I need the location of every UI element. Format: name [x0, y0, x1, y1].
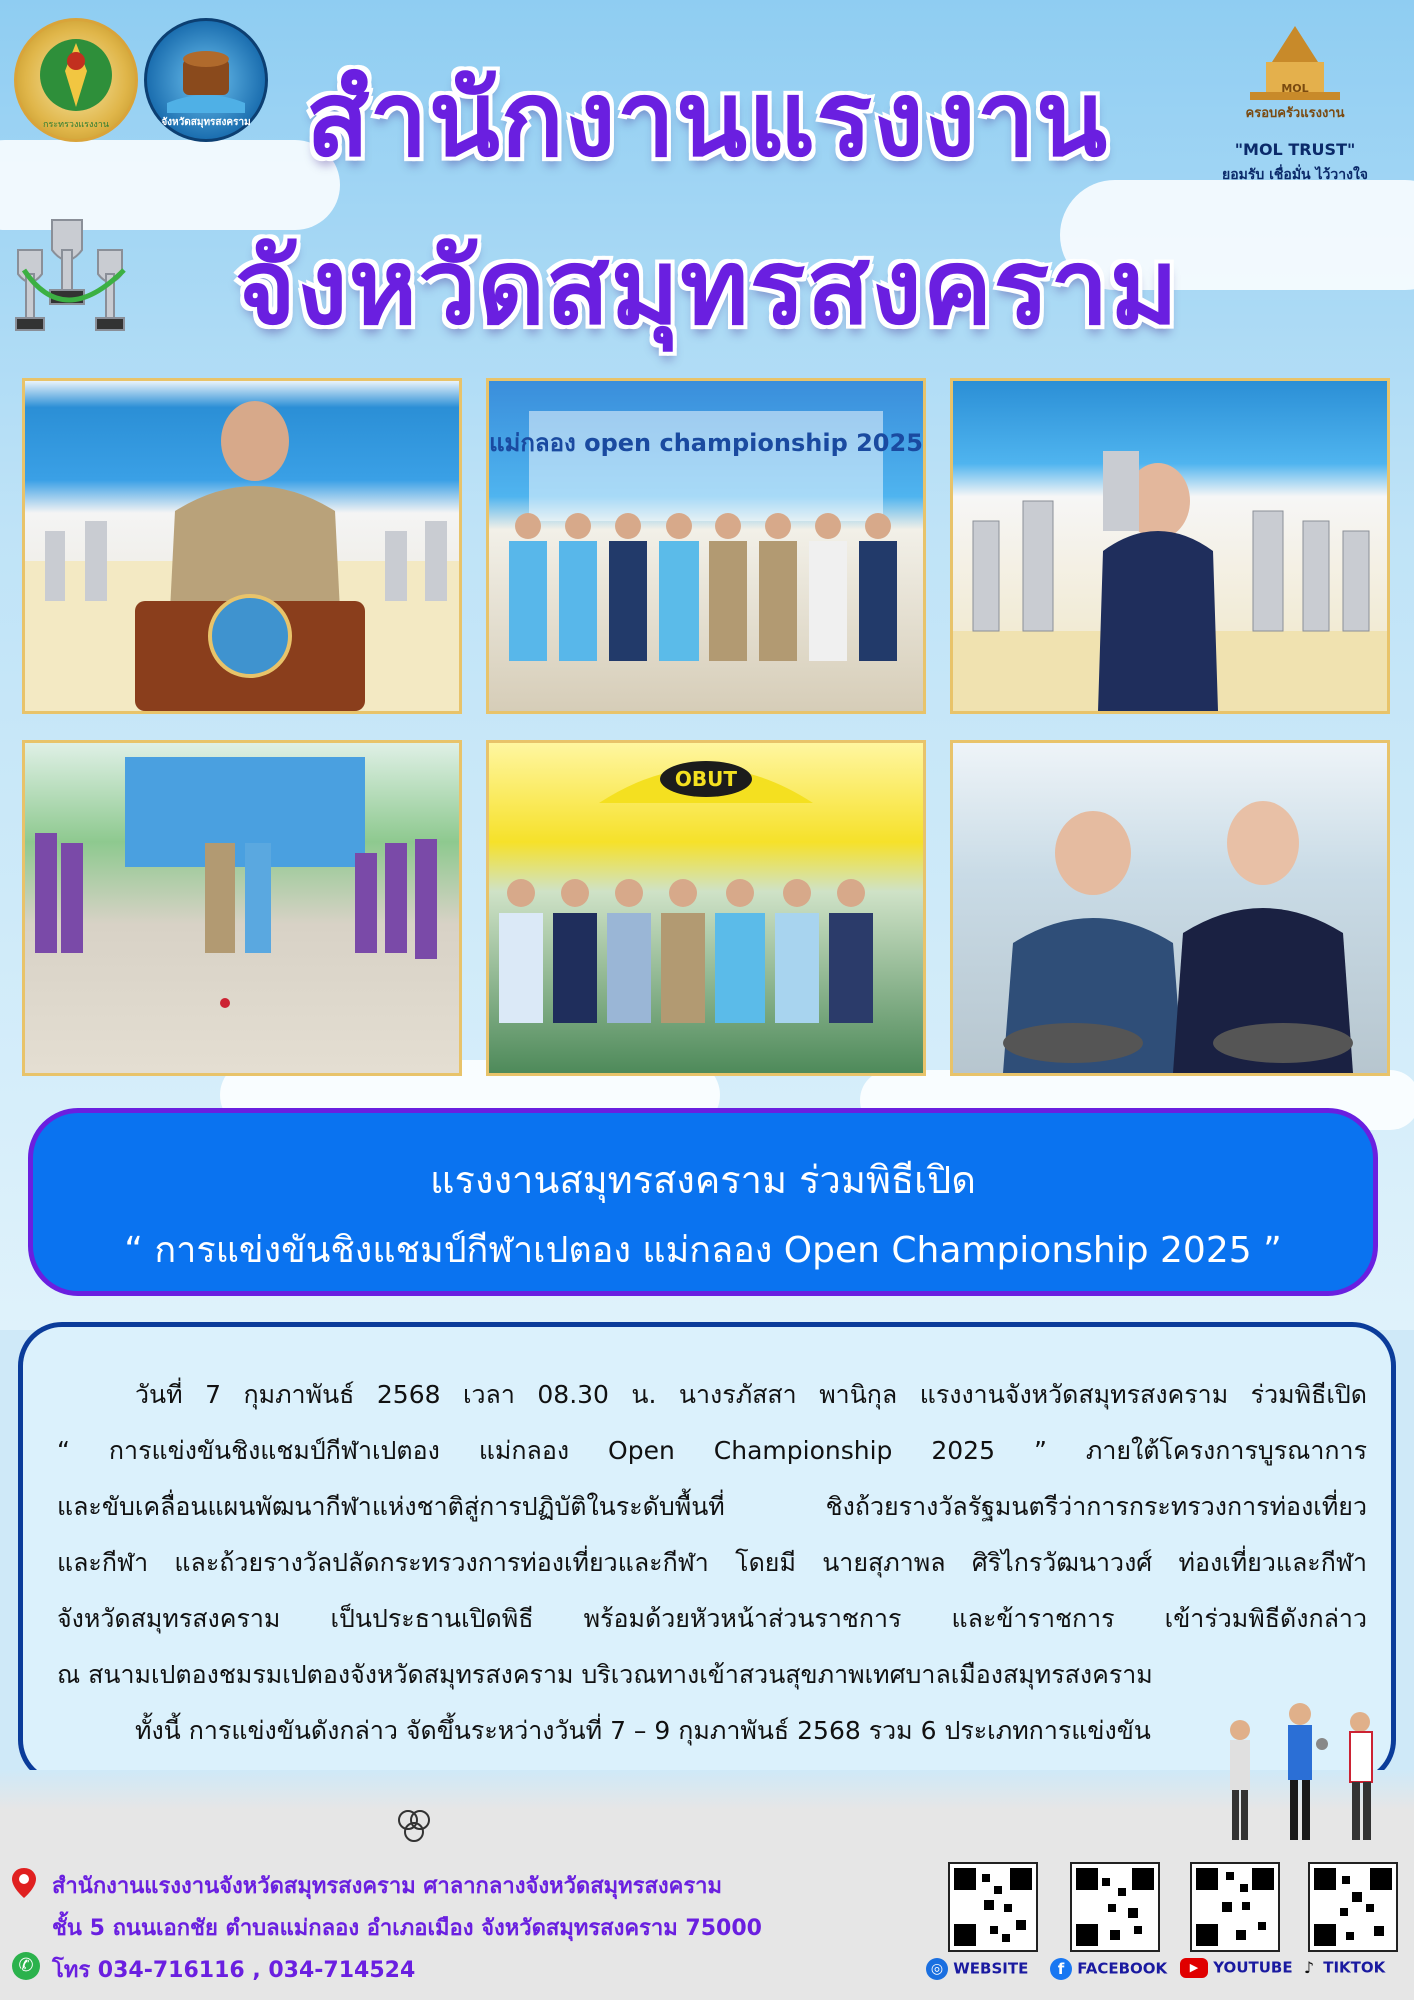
mol-logo-text: MOL — [1281, 82, 1309, 95]
body-line-2: “ การแข่งขันชิงแชมป์กีฬาเปตอง แม่กลอง Open Championship 2025 ” ภายใต้โครงการบูรณาการ — [57, 1436, 1367, 1465]
globe-icon: ◎ — [926, 1958, 948, 1980]
address-line2: ชั้น 5 ถนนเอกชัย ตำบลแม่กลอง อำเภอเมือง จังหวัดสมุทรสงคราม 75000 — [52, 1916, 762, 1941]
mol-trust-text: "MOL TRUST" — [1234, 140, 1356, 159]
phone-number[interactable]: โทร 034-716116 , 034-714524 — [52, 1958, 416, 1983]
page-title-line1: สำนักงานแรงงาน — [305, 58, 1109, 180]
page-title-line2: จังหวัดสมุทรสงคราม — [234, 226, 1180, 348]
youtube-label: YOUTUBE — [1213, 1958, 1293, 1977]
photo-6 — [950, 740, 1390, 1076]
mol-logo-caption: ครอบครัวแรงงาน — [1245, 106, 1345, 121]
petanque-balls-icon — [396, 1808, 432, 1844]
address-line1: สำนักงานแรงงานจังหวัดสมุทรสงคราม ศาลากลางจังหวัดสมุทรสงคราม — [52, 1874, 723, 1899]
headline-line2: “ การแข่งขันชิงแชมป์กีฬาเปตอง แม่กลอง Open Championship 2025 ” — [124, 1230, 1282, 1271]
tiktok-label: TIKTOK — [1323, 1958, 1386, 1977]
photo-2 — [486, 378, 926, 714]
body-line-6: ณ สนามเปตองชมรมเปตองจังหวัดสมุทรสงคราม บริเวณทางเข้าสวนสุขภาพเทศบาลเมืองสมุทรสงคราม — [57, 1660, 1153, 1689]
tiktok-link[interactable] — [1300, 1958, 1385, 1978]
footer-fade — [0, 1770, 1414, 1810]
facebook-link[interactable] — [1050, 1958, 1167, 1980]
qr-code-website[interactable] — [948, 1862, 1038, 1952]
facebook-label: FACEBOOK — [1077, 1959, 1168, 1978]
website-link[interactable] — [926, 1958, 1028, 1980]
mol-slogan: ยอมรับ เชื่อมั่น ไว้วางใจ — [1222, 167, 1368, 183]
body-line-1: วันที่ 7 กุมภาพันธ์ 2568 เวลา 08.30 น. นางรภัสสา พานิกุล แรงงานจังหวัดสมุทรสงคราม ร่วมพิธีเปิด — [135, 1380, 1367, 1409]
body-line-3: และขับเคลื่อนแผนพัฒนากีฬาแห่งชาติสู่การปฏิบัติในระดับพื้นที่ ชิงถ้วยรางวัลรัฐมนตรีว่าการกระทรวงการท่องเที่ยว — [57, 1492, 1367, 1521]
body-line-4: และกีฬา และถ้วยรางวัลปลัดกระทรวงการท่องเที่ยวและกีฬา โดยมี นายสุภาพล ศิริไกรวัฒนาวงศ์ ท่องเที่ยวและกีฬา — [57, 1548, 1367, 1577]
location-pin-icon — [10, 1866, 38, 1900]
body-line-7: ทั้งนี้ การแข่งขันดังกล่าว จัดขึ้นระหว่างวันที่ 7 – 9 กุมภาพันธ์ 2568 รวม 6 ประเภทการแข่งขัน — [135, 1716, 1151, 1745]
province-logo-text: จังหวัดสมุทรสงคราม — [161, 117, 251, 128]
qr-code-tiktok[interactable] — [1308, 1862, 1398, 1952]
photo-5 — [486, 740, 926, 1076]
headline-line1: แรงงานสมุทรสงคราม ร่วมพิธีเปิด — [430, 1158, 976, 1202]
obut-sign: OBUT — [674, 767, 738, 791]
news-body — [18, 1322, 1396, 1784]
qr-code-youtube[interactable] — [1190, 1862, 1280, 1952]
ministry-logo-text: กระทรวงแรงงาน — [43, 120, 109, 130]
phone-icon: ✆ — [12, 1952, 40, 1980]
headline-banner — [28, 1108, 1378, 1296]
facebook-icon: f — [1050, 1958, 1072, 1980]
players-illustration — [1210, 1700, 1400, 1850]
tiktok-icon: ♪ — [1303, 1958, 1315, 1977]
photo-3 — [950, 378, 1390, 714]
body-line-5: จังหวัดสมุทรสงคราม เป็นประธานเปิดพิธี พร้อมด้วยหัวหน้าส่วนราชการ และข้าราชการ เข้าร่วมพิธีดังกล่าว — [57, 1604, 1367, 1633]
photo-4 — [22, 740, 462, 1076]
photo-1 — [22, 378, 462, 714]
youtube-icon: ▶ — [1180, 1958, 1208, 1978]
qr-code-facebook[interactable] — [1070, 1862, 1160, 1952]
website-label: WEBSITE — [953, 1959, 1029, 1978]
youtube-link[interactable] — [1180, 1958, 1293, 1978]
svg-text:แม่กลอง open championship 2025: แม่กลอง open championship 2025 — [489, 429, 923, 457]
